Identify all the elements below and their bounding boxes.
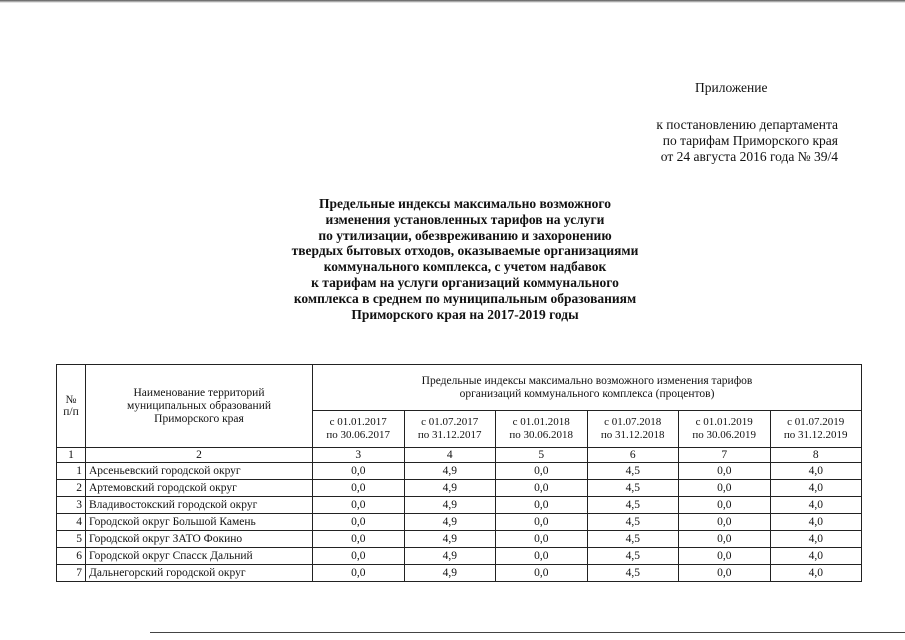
index-value: 4,5 <box>587 565 679 582</box>
period-start: с 01.07.2018 <box>604 416 662 428</box>
index-value: 4,0 <box>770 480 862 497</box>
index-value: 4,9 <box>404 480 496 497</box>
index-value: 4,9 <box>404 497 496 514</box>
index-value: 0,0 <box>313 514 405 531</box>
index-value: 0,0 <box>496 463 588 480</box>
index-value: 0,0 <box>313 548 405 565</box>
index-value: 0,0 <box>679 463 771 480</box>
table-row <box>57 497 862 514</box>
period-start: с 01.01.2019 <box>695 416 753 428</box>
table-row <box>57 480 862 497</box>
column-number: 4 <box>404 448 496 463</box>
header-number <box>57 365 86 448</box>
index-value: 0,0 <box>496 480 588 497</box>
index-value: 4,9 <box>404 463 496 480</box>
column-number: 1 <box>57 448 86 463</box>
index-value: 0,0 <box>679 548 771 565</box>
index-value: 0,0 <box>679 565 771 582</box>
index-value: 4,5 <box>587 497 679 514</box>
header-period <box>313 411 405 448</box>
index-value: 0,0 <box>313 463 405 480</box>
index-value: 0,0 <box>313 497 405 514</box>
scan-top-edge <box>0 0 905 3</box>
table-row <box>57 531 862 548</box>
appendix-line: от 24 августа 2016 года № 39/4 <box>660 149 838 164</box>
index-value: 4,0 <box>770 514 862 531</box>
column-number: 5 <box>496 448 588 463</box>
period-end: по 31.12.2019 <box>783 429 848 441</box>
territory-name: Городской округ ЗАТО Фокино <box>86 531 313 548</box>
index-value: 4,0 <box>770 497 862 514</box>
appendix-line: по тарифам Приморского края <box>662 133 838 148</box>
header-name-line: Наименование территорий <box>133 386 265 399</box>
index-value: 4,9 <box>404 514 496 531</box>
header-period <box>404 411 496 448</box>
row-number: 6 <box>57 548 86 565</box>
period-start: с 01.01.2018 <box>512 416 570 428</box>
column-number-row <box>57 448 862 463</box>
table-row <box>57 548 862 565</box>
header-indices-group <box>313 365 862 411</box>
territory-name: Городской округ Спасск Дальний <box>86 548 313 565</box>
header-number-line: п/п <box>63 406 79 418</box>
index-value: 4,9 <box>404 565 496 582</box>
title-line: изменения установленных тарифов на услуги <box>325 211 605 227</box>
header-period <box>770 411 862 448</box>
index-value: 0,0 <box>496 531 588 548</box>
title-line: коммунального комплекса, с учетом надбавок <box>323 259 607 275</box>
territory-name: Владивостокский городской округ <box>86 497 313 514</box>
appendix-block <box>560 80 900 165</box>
header-name <box>86 365 313 448</box>
column-number: 8 <box>770 448 862 463</box>
header-name-line: Приморского края <box>154 412 244 425</box>
title-line: по утилизации, обезвреживанию и захоронению <box>318 227 612 243</box>
index-value: 4,9 <box>404 548 496 565</box>
header-period <box>496 411 588 448</box>
title-line: Предельные индексы максимально возможного <box>319 196 611 211</box>
appendix-line: к постановлению департамента <box>656 117 838 132</box>
territory-name: Городской округ Большой Камень <box>86 514 313 531</box>
index-value: 4,9 <box>404 531 496 548</box>
title-line: комплекса в среднем по муниципальным образованиям <box>293 290 637 306</box>
index-value: 0,0 <box>679 497 771 514</box>
index-value: 4,0 <box>770 565 862 582</box>
header-group-line: Предельные индексы максимально возможного изменения тарифов <box>421 374 753 387</box>
table-row <box>57 514 862 531</box>
index-value: 0,0 <box>496 514 588 531</box>
index-value: 4,0 <box>770 531 862 548</box>
header-period <box>679 411 771 448</box>
header-group-line: организаций коммунального комплекса (процентов) <box>459 387 715 400</box>
index-value: 4,5 <box>587 548 679 565</box>
index-value: 4,0 <box>770 463 862 480</box>
row-number: 3 <box>57 497 86 514</box>
period-start: с 01.07.2017 <box>421 416 479 428</box>
column-number: 3 <box>313 448 405 463</box>
document-title <box>200 196 730 322</box>
index-value: 0,0 <box>679 531 771 548</box>
row-number: 5 <box>57 531 86 548</box>
index-value: 4,5 <box>587 480 679 497</box>
index-value: 0,0 <box>679 480 771 497</box>
period-end: по 30.06.2018 <box>509 429 574 441</box>
index-value: 0,0 <box>313 565 405 582</box>
territory-name: Арсеньевский городской округ <box>86 463 313 480</box>
appendix-heading: Приложение <box>695 80 768 95</box>
index-value: 4,5 <box>587 514 679 531</box>
period-start: с 01.01.2017 <box>329 416 387 428</box>
territory-name: Артемовский городской округ <box>86 480 313 497</box>
row-number: 1 <box>57 463 86 480</box>
column-number: 6 <box>587 448 679 463</box>
row-number: 4 <box>57 514 86 531</box>
period-end: по 30.06.2017 <box>326 429 391 441</box>
title-line: Приморского края на 2017-2019 годы <box>351 306 579 322</box>
title-line: твердых бытовых отходов, оказываемые организациями <box>291 243 639 259</box>
index-value: 0,0 <box>313 480 405 497</box>
column-number: 7 <box>679 448 771 463</box>
period-end: по 30.06.2019 <box>692 429 757 441</box>
index-value: 0,0 <box>496 548 588 565</box>
index-value: 4,0 <box>770 548 862 565</box>
index-value: 0,0 <box>496 565 588 582</box>
index-value: 0,0 <box>679 514 771 531</box>
row-number: 7 <box>57 565 86 582</box>
index-value: 4,5 <box>587 463 679 480</box>
index-value: 0,0 <box>313 531 405 548</box>
appendix-lines <box>560 117 900 165</box>
row-number: 2 <box>57 480 86 497</box>
period-start: с 01.07.2019 <box>787 416 845 428</box>
territory-name: Дальнегорский городской округ <box>86 565 313 582</box>
header-period <box>587 411 679 448</box>
index-value: 4,5 <box>587 531 679 548</box>
column-number: 2 <box>86 448 313 463</box>
tariff-index-table <box>56 364 862 582</box>
header-name-line: муниципальных образований <box>126 399 272 412</box>
title-line: к тарифам на услуги организаций коммунального <box>311 274 619 290</box>
index-value: 0,0 <box>496 497 588 514</box>
period-end: по 31.12.2017 <box>417 429 482 441</box>
scan-bottom-edge <box>150 632 905 633</box>
table-row <box>57 565 862 582</box>
period-end: по 31.12.2018 <box>600 429 665 441</box>
table-row <box>57 463 862 480</box>
header-number-line: № <box>65 394 77 406</box>
